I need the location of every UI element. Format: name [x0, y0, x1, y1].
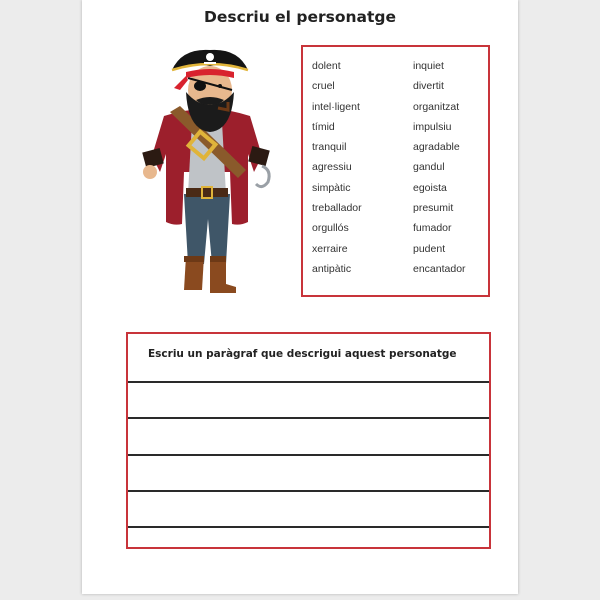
word-item: orgullós: [312, 222, 349, 235]
pirate-illustration: [122, 44, 292, 296]
word-item: encantador: [413, 262, 466, 275]
word-column-left: [312, 56, 362, 279]
word-item: tranquil: [312, 141, 347, 154]
word-item: organitzat: [413, 100, 460, 113]
word-item: gandul: [413, 161, 445, 174]
word-item: inquiet: [413, 60, 444, 72]
writing-line[interactable]: [128, 417, 489, 419]
writing-prompt: Escriu un paràgraf que descrigui aquest personatge: [148, 348, 457, 360]
word-item: treballador: [312, 202, 362, 215]
word-item: antipàtic: [312, 262, 352, 275]
word-list-box: [301, 45, 490, 297]
word-item: intel·ligent: [312, 100, 360, 113]
word-item: pudent: [413, 242, 446, 255]
word-item: agradable: [413, 141, 460, 154]
writing-line[interactable]: [128, 526, 489, 528]
writing-line[interactable]: [128, 454, 489, 456]
word-column-right: [413, 56, 466, 279]
word-item: egoista: [413, 181, 447, 194]
writing-line[interactable]: [128, 490, 489, 492]
word-item: fumador: [413, 222, 452, 235]
page-title: Descriu el personatge: [203, 8, 397, 26]
word-item: simpàtic: [312, 181, 351, 194]
word-item: dolent: [312, 60, 341, 72]
word-item: tímid: [312, 120, 335, 133]
word-item: xerraire: [312, 242, 348, 255]
writing-box[interactable]: [126, 332, 491, 549]
word-item: cruel: [312, 80, 335, 93]
word-item: presumit: [413, 202, 454, 215]
word-item: impulsiu: [413, 120, 452, 133]
writing-line[interactable]: [128, 381, 489, 383]
worksheet-page: [82, 0, 518, 594]
word-item: agressiu: [312, 161, 352, 174]
word-item: divertit: [413, 80, 444, 93]
